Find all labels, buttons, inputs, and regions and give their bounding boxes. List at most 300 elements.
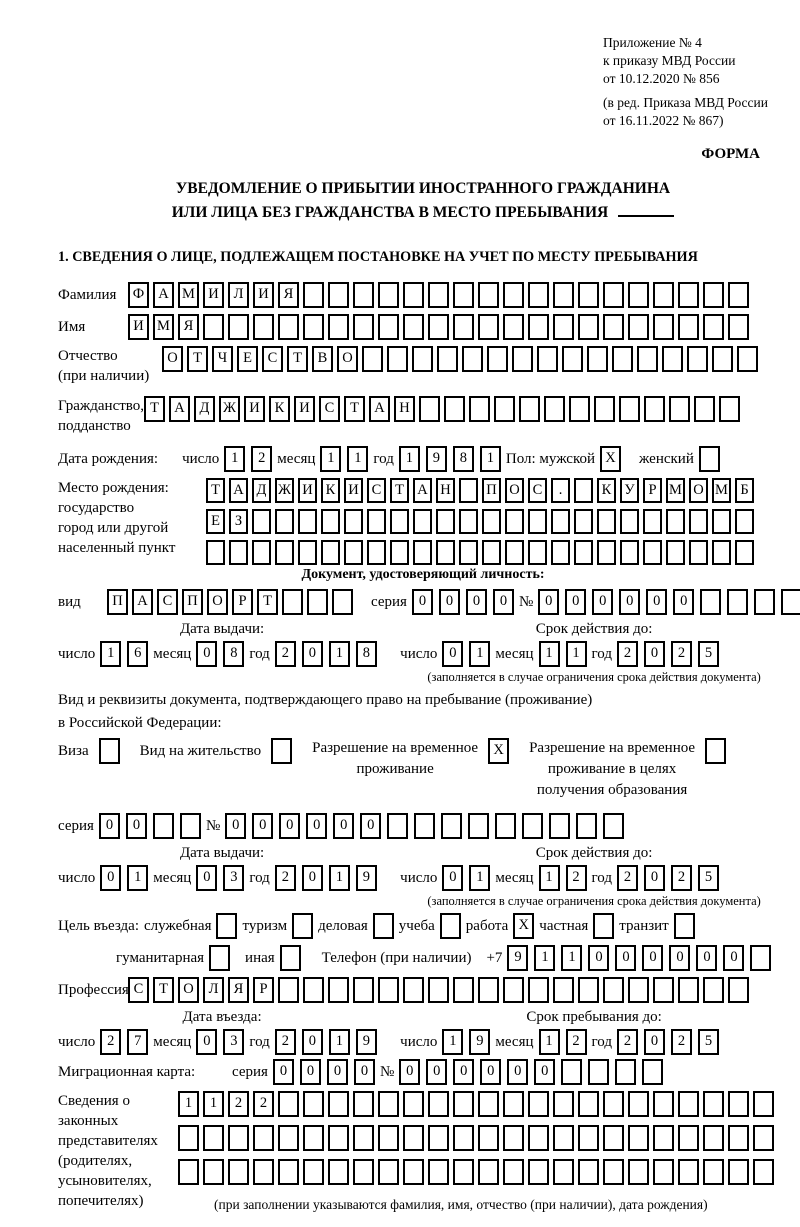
char-cell[interactable]: 0 [466, 589, 487, 615]
char-cell[interactable] [229, 540, 248, 565]
char-cell[interactable] [553, 1159, 574, 1185]
char-cell[interactable] [428, 1091, 449, 1117]
char-cell[interactable]: Я [278, 282, 299, 308]
char-cell[interactable] [228, 1159, 249, 1185]
char-cell[interactable] [781, 589, 800, 615]
transit-checkbox[interactable] [674, 913, 695, 939]
char-cell[interactable] [344, 509, 363, 534]
char-cell[interactable] [728, 1159, 749, 1185]
char-cell[interactable]: 1 [100, 641, 121, 667]
char-cell[interactable]: Т [144, 396, 165, 422]
char-cell[interactable] [603, 977, 624, 1003]
char-cell[interactable]: О [178, 977, 199, 1003]
private-checkbox[interactable] [593, 913, 614, 939]
char-cell[interactable] [478, 1159, 499, 1185]
char-cell[interactable] [353, 977, 374, 1003]
char-cell[interactable]: О [689, 478, 708, 503]
char-cell[interactable] [328, 1125, 349, 1151]
char-cell[interactable] [666, 509, 685, 534]
tourism-checkbox[interactable] [292, 913, 313, 939]
char-cell[interactable]: А [369, 396, 390, 422]
char-cell[interactable]: 2 [617, 641, 638, 667]
char-cell[interactable] [703, 977, 724, 1003]
char-cell[interactable]: 0 [480, 1059, 501, 1085]
char-cell[interactable]: 0 [360, 813, 381, 839]
char-cell[interactable]: 2 [100, 1029, 121, 1055]
char-cell[interactable] [615, 1059, 636, 1085]
char-cell[interactable] [712, 346, 733, 372]
female-checkbox[interactable] [699, 446, 720, 472]
char-cell[interactable] [653, 1125, 674, 1151]
char-cell[interactable] [528, 509, 547, 534]
char-cell[interactable] [428, 1159, 449, 1185]
char-cell[interactable] [453, 977, 474, 1003]
char-cell[interactable] [419, 396, 440, 422]
char-cell[interactable] [553, 314, 574, 340]
char-cell[interactable] [603, 282, 624, 308]
char-cell[interactable]: 0 [196, 865, 217, 891]
char-cell[interactable]: П [482, 478, 501, 503]
char-cell[interactable] [278, 1091, 299, 1117]
char-cell[interactable]: 0 [196, 1029, 217, 1055]
char-cell[interactable] [403, 314, 424, 340]
char-cell[interactable]: 0 [439, 589, 460, 615]
char-cell[interactable]: 8 [223, 641, 244, 667]
char-cell[interactable]: 1 [539, 1029, 560, 1055]
char-cell[interactable] [689, 540, 708, 565]
char-cell[interactable] [453, 314, 474, 340]
char-cell[interactable]: К [269, 396, 290, 422]
char-cell[interactable] [328, 314, 349, 340]
char-cell[interactable] [597, 540, 616, 565]
char-cell[interactable]: 9 [469, 1029, 490, 1055]
char-cell[interactable]: 0 [642, 945, 663, 971]
other-checkbox[interactable] [280, 945, 301, 971]
char-cell[interactable] [328, 977, 349, 1003]
char-cell[interactable] [328, 282, 349, 308]
char-cell[interactable]: 8 [356, 641, 377, 667]
char-cell[interactable]: 5 [698, 865, 719, 891]
char-cell[interactable]: 0 [565, 589, 586, 615]
char-cell[interactable]: 3 [223, 1029, 244, 1055]
char-cell[interactable]: 5 [698, 1029, 719, 1055]
char-cell[interactable]: И [344, 478, 363, 503]
char-cell[interactable] [332, 589, 353, 615]
char-cell[interactable] [512, 346, 533, 372]
char-cell[interactable]: 1 [203, 1091, 224, 1117]
temp-edu-checkbox[interactable] [705, 738, 726, 764]
char-cell[interactable] [576, 813, 597, 839]
char-cell[interactable]: 2 [566, 865, 587, 891]
char-cell[interactable] [203, 1159, 224, 1185]
char-cell[interactable]: Д [194, 396, 215, 422]
char-cell[interactable] [594, 396, 615, 422]
char-cell[interactable]: 0 [619, 589, 640, 615]
char-cell[interactable] [678, 282, 699, 308]
char-cell[interactable]: А [169, 396, 190, 422]
char-cell[interactable] [528, 1091, 549, 1117]
char-cell[interactable]: 0 [302, 641, 323, 667]
char-cell[interactable] [703, 1091, 724, 1117]
char-cell[interactable] [436, 540, 455, 565]
char-cell[interactable]: 0 [333, 813, 354, 839]
char-cell[interactable]: Б [735, 478, 754, 503]
char-cell[interactable]: 0 [225, 813, 246, 839]
char-cell[interactable]: 0 [306, 813, 327, 839]
char-cell[interactable] [644, 396, 665, 422]
char-cell[interactable] [441, 813, 462, 839]
char-cell[interactable] [728, 1125, 749, 1151]
char-cell[interactable]: Е [206, 509, 225, 534]
char-cell[interactable] [628, 1091, 649, 1117]
char-cell[interactable] [482, 540, 501, 565]
char-cell[interactable] [544, 396, 565, 422]
char-cell[interactable]: 2 [671, 641, 692, 667]
char-cell[interactable] [619, 396, 640, 422]
char-cell[interactable] [482, 509, 501, 534]
char-cell[interactable]: 0 [696, 945, 717, 971]
char-cell[interactable] [528, 282, 549, 308]
char-cell[interactable] [537, 346, 558, 372]
char-cell[interactable] [278, 977, 299, 1003]
char-cell[interactable]: 0 [196, 641, 217, 667]
char-cell[interactable] [578, 1159, 599, 1185]
char-cell[interactable]: 1 [224, 446, 245, 472]
char-cell[interactable] [387, 346, 408, 372]
char-cell[interactable] [298, 540, 317, 565]
char-cell[interactable]: Т [153, 977, 174, 1003]
char-cell[interactable] [444, 396, 465, 422]
char-cell[interactable] [403, 977, 424, 1003]
char-cell[interactable]: 0 [615, 945, 636, 971]
char-cell[interactable]: 1 [329, 641, 350, 667]
char-cell[interactable] [522, 813, 543, 839]
char-cell[interactable] [503, 977, 524, 1003]
char-cell[interactable]: Ч [212, 346, 233, 372]
char-cell[interactable] [487, 346, 508, 372]
char-cell[interactable] [378, 1159, 399, 1185]
char-cell[interactable] [275, 540, 294, 565]
char-cell[interactable]: 1 [539, 865, 560, 891]
char-cell[interactable]: О [162, 346, 183, 372]
char-cell[interactable]: А [229, 478, 248, 503]
char-cell[interactable] [628, 977, 649, 1003]
char-cell[interactable] [666, 540, 685, 565]
char-cell[interactable]: 2 [253, 1091, 274, 1117]
char-cell[interactable] [735, 540, 754, 565]
char-cell[interactable] [253, 1125, 274, 1151]
char-cell[interactable]: И [294, 396, 315, 422]
char-cell[interactable] [750, 945, 771, 971]
char-cell[interactable] [353, 1091, 374, 1117]
char-cell[interactable] [703, 1125, 724, 1151]
char-cell[interactable]: С [262, 346, 283, 372]
char-cell[interactable] [403, 1159, 424, 1185]
char-cell[interactable]: 1 [561, 945, 582, 971]
char-cell[interactable] [282, 589, 303, 615]
char-cell[interactable] [628, 1125, 649, 1151]
char-cell[interactable] [378, 282, 399, 308]
char-cell[interactable] [278, 314, 299, 340]
char-cell[interactable] [551, 540, 570, 565]
char-cell[interactable] [298, 509, 317, 534]
char-cell[interactable]: 9 [507, 945, 528, 971]
char-cell[interactable] [528, 314, 549, 340]
char-cell[interactable] [275, 509, 294, 534]
char-cell[interactable] [549, 813, 570, 839]
char-cell[interactable] [678, 1091, 699, 1117]
char-cell[interactable]: . [551, 478, 570, 503]
char-cell[interactable] [503, 282, 524, 308]
char-cell[interactable] [519, 396, 540, 422]
male-checkbox[interactable]: X [600, 446, 621, 472]
char-cell[interactable] [362, 346, 383, 372]
char-cell[interactable]: 1 [480, 446, 501, 472]
study-checkbox[interactable] [440, 913, 461, 939]
char-cell[interactable] [597, 509, 616, 534]
char-cell[interactable] [587, 346, 608, 372]
char-cell[interactable]: 2 [275, 641, 296, 667]
char-cell[interactable] [662, 346, 683, 372]
char-cell[interactable] [328, 1091, 349, 1117]
char-cell[interactable] [578, 977, 599, 1003]
char-cell[interactable] [378, 1091, 399, 1117]
char-cell[interactable] [628, 1159, 649, 1185]
char-cell[interactable] [603, 314, 624, 340]
char-cell[interactable] [578, 282, 599, 308]
char-cell[interactable]: Я [228, 977, 249, 1003]
char-cell[interactable]: И [298, 478, 317, 503]
char-cell[interactable]: 0 [534, 1059, 555, 1085]
char-cell[interactable]: 9 [356, 1029, 377, 1055]
char-cell[interactable]: О [207, 589, 228, 615]
char-cell[interactable] [469, 396, 490, 422]
char-cell[interactable]: 0 [300, 1059, 321, 1085]
char-cell[interactable] [437, 346, 458, 372]
char-cell[interactable]: 0 [453, 1059, 474, 1085]
char-cell[interactable]: 2 [251, 446, 272, 472]
char-cell[interactable]: 0 [673, 589, 694, 615]
char-cell[interactable] [462, 346, 483, 372]
char-cell[interactable]: 0 [327, 1059, 348, 1085]
char-cell[interactable] [703, 314, 724, 340]
char-cell[interactable] [653, 1159, 674, 1185]
temp-residence-checkbox[interactable]: X [488, 738, 509, 764]
char-cell[interactable] [603, 1159, 624, 1185]
char-cell[interactable]: 0 [354, 1059, 375, 1085]
char-cell[interactable] [612, 346, 633, 372]
char-cell[interactable] [505, 540, 524, 565]
char-cell[interactable] [754, 589, 775, 615]
char-cell[interactable] [459, 540, 478, 565]
char-cell[interactable] [378, 1125, 399, 1151]
char-cell[interactable] [278, 1125, 299, 1151]
char-cell[interactable] [303, 282, 324, 308]
visa-checkbox[interactable] [99, 738, 120, 764]
char-cell[interactable]: В [312, 346, 333, 372]
char-cell[interactable]: М [153, 314, 174, 340]
char-cell[interactable]: И [253, 282, 274, 308]
char-cell[interactable] [414, 813, 435, 839]
char-cell[interactable] [428, 282, 449, 308]
char-cell[interactable] [735, 509, 754, 534]
char-cell[interactable]: 2 [275, 865, 296, 891]
char-cell[interactable] [180, 813, 201, 839]
char-cell[interactable] [728, 314, 749, 340]
humanitarian-checkbox[interactable] [209, 945, 230, 971]
char-cell[interactable] [578, 314, 599, 340]
char-cell[interactable] [303, 1125, 324, 1151]
char-cell[interactable]: 0 [99, 813, 120, 839]
char-cell[interactable]: 0 [442, 865, 463, 891]
char-cell[interactable]: 1 [347, 446, 368, 472]
char-cell[interactable] [753, 1159, 774, 1185]
char-cell[interactable] [478, 314, 499, 340]
char-cell[interactable]: 1 [329, 865, 350, 891]
char-cell[interactable] [353, 314, 374, 340]
char-cell[interactable]: Р [643, 478, 662, 503]
char-cell[interactable] [603, 813, 624, 839]
char-cell[interactable]: 1 [534, 945, 555, 971]
char-cell[interactable] [252, 540, 271, 565]
char-cell[interactable]: 9 [356, 865, 377, 891]
char-cell[interactable] [353, 1125, 374, 1151]
char-cell[interactable]: Т [344, 396, 365, 422]
char-cell[interactable] [727, 589, 748, 615]
char-cell[interactable]: П [107, 589, 128, 615]
char-cell[interactable] [390, 540, 409, 565]
char-cell[interactable]: 9 [426, 446, 447, 472]
char-cell[interactable] [453, 1091, 474, 1117]
char-cell[interactable] [178, 1159, 199, 1185]
char-cell[interactable]: Р [232, 589, 253, 615]
char-cell[interactable] [303, 977, 324, 1003]
char-cell[interactable] [253, 1159, 274, 1185]
char-cell[interactable] [453, 1159, 474, 1185]
char-cell[interactable] [653, 977, 674, 1003]
char-cell[interactable]: М [666, 478, 685, 503]
char-cell[interactable] [700, 589, 721, 615]
char-cell[interactable] [228, 1125, 249, 1151]
char-cell[interactable] [503, 1125, 524, 1151]
char-cell[interactable] [637, 346, 658, 372]
char-cell[interactable]: С [367, 478, 386, 503]
char-cell[interactable] [694, 396, 715, 422]
char-cell[interactable]: С [157, 589, 178, 615]
char-cell[interactable]: 0 [644, 1029, 665, 1055]
char-cell[interactable] [628, 314, 649, 340]
char-cell[interactable]: 1 [329, 1029, 350, 1055]
char-cell[interactable] [505, 509, 524, 534]
char-cell[interactable] [228, 314, 249, 340]
char-cell[interactable] [428, 1125, 449, 1151]
char-cell[interactable]: Я [178, 314, 199, 340]
char-cell[interactable] [553, 1125, 574, 1151]
char-cell[interactable]: 0 [507, 1059, 528, 1085]
char-cell[interactable]: С [128, 977, 149, 1003]
char-cell[interactable] [687, 346, 708, 372]
char-cell[interactable] [643, 509, 662, 534]
char-cell[interactable] [453, 1125, 474, 1151]
char-cell[interactable]: 8 [453, 446, 474, 472]
char-cell[interactable] [478, 1125, 499, 1151]
char-cell[interactable] [412, 346, 433, 372]
work-checkbox[interactable]: X [513, 913, 534, 939]
char-cell[interactable]: 0 [412, 589, 433, 615]
char-cell[interactable]: 2 [566, 1029, 587, 1055]
char-cell[interactable] [403, 1125, 424, 1151]
char-cell[interactable]: 1 [320, 446, 341, 472]
char-cell[interactable] [278, 1159, 299, 1185]
char-cell[interactable] [203, 314, 224, 340]
char-cell[interactable] [390, 509, 409, 534]
char-cell[interactable] [178, 1125, 199, 1151]
char-cell[interactable]: 0 [252, 813, 273, 839]
char-cell[interactable] [553, 977, 574, 1003]
char-cell[interactable]: 0 [723, 945, 744, 971]
char-cell[interactable] [413, 540, 432, 565]
char-cell[interactable]: 0 [646, 589, 667, 615]
char-cell[interactable] [588, 1059, 609, 1085]
char-cell[interactable] [578, 1125, 599, 1151]
char-cell[interactable]: 0 [669, 945, 690, 971]
char-cell[interactable]: У [620, 478, 639, 503]
char-cell[interactable] [403, 1091, 424, 1117]
char-cell[interactable]: 0 [273, 1059, 294, 1085]
char-cell[interactable]: 6 [127, 641, 148, 667]
char-cell[interactable] [453, 282, 474, 308]
char-cell[interactable] [328, 1159, 349, 1185]
char-cell[interactable] [728, 282, 749, 308]
char-cell[interactable] [413, 509, 432, 534]
char-cell[interactable] [678, 977, 699, 1003]
char-cell[interactable]: 2 [617, 865, 638, 891]
char-cell[interactable]: 2 [671, 1029, 692, 1055]
char-cell[interactable] [253, 314, 274, 340]
char-cell[interactable] [252, 509, 271, 534]
char-cell[interactable] [344, 540, 363, 565]
char-cell[interactable] [478, 1091, 499, 1117]
char-cell[interactable] [561, 1059, 582, 1085]
char-cell[interactable]: Т [287, 346, 308, 372]
char-cell[interactable] [353, 1159, 374, 1185]
char-cell[interactable]: О [505, 478, 524, 503]
char-cell[interactable] [703, 1159, 724, 1185]
char-cell[interactable] [678, 1125, 699, 1151]
char-cell[interactable] [642, 1059, 663, 1085]
char-cell[interactable]: 2 [671, 865, 692, 891]
char-cell[interactable]: А [153, 282, 174, 308]
char-cell[interactable]: Н [436, 478, 455, 503]
char-cell[interactable]: Ф [128, 282, 149, 308]
char-cell[interactable] [703, 282, 724, 308]
char-cell[interactable] [478, 282, 499, 308]
char-cell[interactable] [321, 509, 340, 534]
char-cell[interactable] [303, 1159, 324, 1185]
char-cell[interactable] [528, 1159, 549, 1185]
char-cell[interactable] [578, 1091, 599, 1117]
char-cell[interactable] [528, 1125, 549, 1151]
char-cell[interactable]: 1 [127, 865, 148, 891]
char-cell[interactable]: 0 [302, 865, 323, 891]
char-cell[interactable] [494, 396, 515, 422]
char-cell[interactable]: 1 [399, 446, 420, 472]
char-cell[interactable]: 0 [644, 865, 665, 891]
char-cell[interactable] [367, 509, 386, 534]
char-cell[interactable] [620, 540, 639, 565]
char-cell[interactable]: З [229, 509, 248, 534]
char-cell[interactable] [503, 1091, 524, 1117]
